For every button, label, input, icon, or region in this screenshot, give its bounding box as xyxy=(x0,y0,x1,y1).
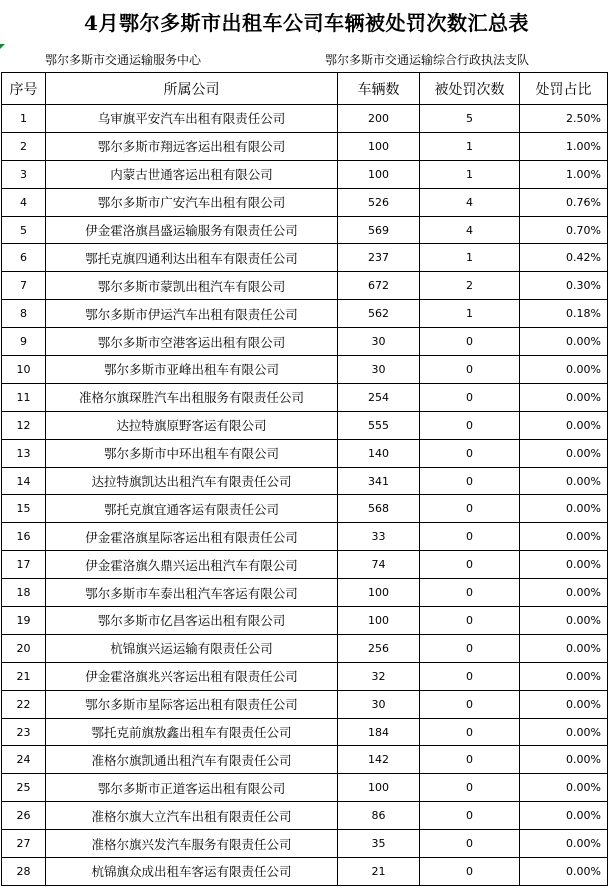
cell-vehicles: 341 xyxy=(338,467,420,495)
cell-penalties: 5 xyxy=(420,105,520,133)
table-row xyxy=(2,495,608,523)
cell-no: 22 xyxy=(2,690,46,718)
cell-vehicles: 184 xyxy=(338,718,420,746)
header-row xyxy=(2,73,608,105)
cell-penalties: 0 xyxy=(420,495,520,523)
cell-no: 26 xyxy=(2,802,46,830)
cell-vehicles: 74 xyxy=(338,551,420,579)
cell-ratio: 0.00% xyxy=(520,858,608,886)
table-row xyxy=(2,439,608,467)
cell-penalties: 1 xyxy=(420,132,520,160)
cell-no: 15 xyxy=(2,495,46,523)
cell-no: 21 xyxy=(2,662,46,690)
table-row xyxy=(2,160,608,188)
cell-no: 1 xyxy=(2,105,46,133)
cell-penalties: 0 xyxy=(420,551,520,579)
cell-company: 鄂尔多斯市亿昌客运出租有限公司 xyxy=(46,607,338,635)
cell-vehicles: 30 xyxy=(338,356,420,384)
cell-vehicles: 200 xyxy=(338,105,420,133)
cell-company: 伊金霍洛旗昌盛运输服务有限责任公司 xyxy=(46,216,338,244)
cell-company: 内蒙古世通客运出租有限公司 xyxy=(46,160,338,188)
cell-company: 准格尔旗琛胜汽车出租服务有限责任公司 xyxy=(46,383,338,411)
cell-company: 鄂尔多斯市广安汽车出租有限公司 xyxy=(46,188,338,216)
cell-vehicles: 30 xyxy=(338,328,420,356)
cell-penalties: 0 xyxy=(420,383,520,411)
cell-ratio: 0.00% xyxy=(520,830,608,858)
table-row xyxy=(2,188,608,216)
cell-penalties: 1 xyxy=(420,244,520,272)
table-row xyxy=(2,216,608,244)
cell-vehicles: 100 xyxy=(338,160,420,188)
cell-penalties: 0 xyxy=(420,662,520,690)
page-title: 4月鄂尔多斯市出租车公司车辆被处罚次数汇总表 xyxy=(84,10,529,35)
cell-company: 准格尔旗大立汽车出租有限责任公司 xyxy=(46,802,338,830)
cell-ratio: 1.00% xyxy=(520,160,608,188)
cell-company: 乌审旗平安汽车出租有限责任公司 xyxy=(46,105,338,133)
cell-company: 达拉特旗原野客运有限公司 xyxy=(46,411,338,439)
cell-ratio: 0.00% xyxy=(520,551,608,579)
cell-company: 鄂尔多斯市蒙凯出租汽车有限公司 xyxy=(46,272,338,300)
table-row xyxy=(2,467,608,495)
table-row xyxy=(2,244,608,272)
cell-no: 27 xyxy=(2,830,46,858)
cell-penalties: 2 xyxy=(420,272,520,300)
cell-vehicles: 140 xyxy=(338,439,420,467)
cell-ratio: 0.00% xyxy=(520,439,608,467)
cell-vehicles: 237 xyxy=(338,244,420,272)
cell-penalties: 0 xyxy=(420,579,520,607)
col-header-company: 所属公司 xyxy=(46,73,338,105)
cell-vehicles: 32 xyxy=(338,662,420,690)
cell-vehicles: 569 xyxy=(338,216,420,244)
cell-ratio: 1.00% xyxy=(520,132,608,160)
cell-no: 18 xyxy=(2,579,46,607)
cell-penalties: 0 xyxy=(420,746,520,774)
cell-vehicles: 33 xyxy=(338,523,420,551)
col-header-vehicles: 车辆数 xyxy=(338,73,420,105)
cell-penalties: 0 xyxy=(420,411,520,439)
cell-penalties: 0 xyxy=(420,690,520,718)
table-row xyxy=(2,774,608,802)
cell-vehicles: 35 xyxy=(338,830,420,858)
cell-ratio: 0.00% xyxy=(520,607,608,635)
cell-penalties: 0 xyxy=(420,802,520,830)
cell-no: 13 xyxy=(2,439,46,467)
cell-penalties: 1 xyxy=(420,300,520,328)
table-row xyxy=(2,132,608,160)
cell-ratio: 2.50% xyxy=(520,105,608,133)
col-header-no: 序号 xyxy=(2,73,46,105)
table-row xyxy=(2,272,608,300)
cell-vehicles: 555 xyxy=(338,411,420,439)
cell-ratio: 0.00% xyxy=(520,467,608,495)
cell-penalties: 0 xyxy=(420,328,520,356)
cell-company: 鄂尔多斯市星际客运出租有限责任公司 xyxy=(46,690,338,718)
cell-penalties: 4 xyxy=(420,216,520,244)
cell-no: 5 xyxy=(2,216,46,244)
cell-company: 准格尔旗凯通出租汽车有限责任公司 xyxy=(46,746,338,774)
cell-ratio: 0.42% xyxy=(520,244,608,272)
cell-penalties: 0 xyxy=(420,439,520,467)
subheader xyxy=(0,48,613,70)
cell-no: 12 xyxy=(2,411,46,439)
cell-company: 鄂尔多斯市中环出租车有限公司 xyxy=(46,439,338,467)
table-row xyxy=(2,411,608,439)
cell-penalties: 0 xyxy=(420,774,520,802)
table-row xyxy=(2,105,608,133)
cell-company: 杭锦旗兴运运输有限责任公司 xyxy=(46,634,338,662)
cell-no: 8 xyxy=(2,300,46,328)
cell-no: 4 xyxy=(2,188,46,216)
cell-vehicles: 100 xyxy=(338,607,420,635)
cell-no: 28 xyxy=(2,858,46,886)
cell-vehicles: 568 xyxy=(338,495,420,523)
cell-company: 准格尔旗兴发汽车服务有限责任公司 xyxy=(46,830,338,858)
issuer-left: 鄂尔多斯市交通运输服务中心 xyxy=(45,53,202,67)
table-row xyxy=(2,690,608,718)
table-row xyxy=(2,328,608,356)
cell-penalties: 0 xyxy=(420,607,520,635)
cell-vehicles: 21 xyxy=(338,858,420,886)
cell-ratio: 0.00% xyxy=(520,634,608,662)
cell-company: 伊金霍洛旗兆兴客运出租有限责任公司 xyxy=(46,662,338,690)
cell-ratio: 0.18% xyxy=(520,300,608,328)
cell-ratio: 0.00% xyxy=(520,802,608,830)
cell-company: 鄂尔多斯市车泰出租汽车客运有限公司 xyxy=(46,579,338,607)
cell-penalties: 0 xyxy=(420,523,520,551)
cell-ratio: 0.00% xyxy=(520,356,608,384)
cell-company: 鄂尔多斯市亚峰出租车有限公司 xyxy=(46,356,338,384)
cell-penalties: 0 xyxy=(420,356,520,384)
penalty-table xyxy=(1,72,608,886)
cell-vehicles: 256 xyxy=(338,634,420,662)
table-row xyxy=(2,746,608,774)
table-body xyxy=(2,105,608,886)
cell-penalties: 0 xyxy=(420,634,520,662)
cell-no: 14 xyxy=(2,467,46,495)
cell-no: 19 xyxy=(2,607,46,635)
cell-penalties: 1 xyxy=(420,160,520,188)
cell-ratio: 0.00% xyxy=(520,579,608,607)
cell-company: 鄂尔多斯市正道客运出租有限公司 xyxy=(46,774,338,802)
cell-ratio: 0.76% xyxy=(520,188,608,216)
cell-penalties: 0 xyxy=(420,858,520,886)
cell-company: 鄂尔多斯市翔远客运出租有限公司 xyxy=(46,132,338,160)
table-row xyxy=(2,634,608,662)
cell-penalties: 0 xyxy=(420,830,520,858)
table-row xyxy=(2,718,608,746)
cell-vehicles: 100 xyxy=(338,579,420,607)
cell-no: 3 xyxy=(2,160,46,188)
cell-vehicles: 142 xyxy=(338,746,420,774)
cell-vehicles: 254 xyxy=(338,383,420,411)
table-row xyxy=(2,662,608,690)
cell-company: 鄂托克旗四通利达出租车有限责任公司 xyxy=(46,244,338,272)
cell-ratio: 0.00% xyxy=(520,774,608,802)
cell-company: 鄂托克旗宜通客运有限责任公司 xyxy=(46,495,338,523)
col-header-ratio: 处罚占比 xyxy=(520,73,608,105)
cell-ratio: 0.00% xyxy=(520,690,608,718)
cell-vehicles: 100 xyxy=(338,132,420,160)
cell-no: 25 xyxy=(2,774,46,802)
table-row xyxy=(2,830,608,858)
table-row xyxy=(2,858,608,886)
cell-no: 2 xyxy=(2,132,46,160)
cell-penalties: 4 xyxy=(420,188,520,216)
cell-ratio: 0.30% xyxy=(520,272,608,300)
table-row xyxy=(2,383,608,411)
cell-vehicles: 672 xyxy=(338,272,420,300)
cell-ratio: 0.00% xyxy=(520,718,608,746)
cell-ratio: 0.00% xyxy=(520,523,608,551)
cell-no: 16 xyxy=(2,523,46,551)
cell-company: 鄂尔多斯市空港客运出租有限公司 xyxy=(46,328,338,356)
cell-vehicles: 86 xyxy=(338,802,420,830)
table-row xyxy=(2,579,608,607)
cell-ratio: 0.00% xyxy=(520,383,608,411)
cell-ratio: 0.00% xyxy=(520,411,608,439)
cell-ratio: 0.00% xyxy=(520,328,608,356)
col-header-penalties: 被处罚次数 xyxy=(420,73,520,105)
cell-penalties: 0 xyxy=(420,718,520,746)
cell-vehicles: 526 xyxy=(338,188,420,216)
cell-company: 伊金霍洛旗久鼎兴运出租汽车有限公司 xyxy=(46,551,338,579)
cell-penalties: 0 xyxy=(420,467,520,495)
table-row xyxy=(2,802,608,830)
table-row xyxy=(2,607,608,635)
cell-ratio: 0.00% xyxy=(520,746,608,774)
cell-no: 6 xyxy=(2,244,46,272)
issuer-right: 鄂尔多斯市交通运输综合行政执法支队 xyxy=(325,53,530,67)
cell-no: 11 xyxy=(2,383,46,411)
table-row xyxy=(2,551,608,579)
cell-company: 杭锦旗众成出租车客运有限责任公司 xyxy=(46,858,338,886)
cell-vehicles: 562 xyxy=(338,300,420,328)
cell-no: 24 xyxy=(2,746,46,774)
table-row xyxy=(2,523,608,551)
cell-no: 9 xyxy=(2,328,46,356)
cell-no: 7 xyxy=(2,272,46,300)
cell-vehicles: 100 xyxy=(338,774,420,802)
cell-ratio: 0.70% xyxy=(520,216,608,244)
cell-no: 20 xyxy=(2,634,46,662)
table-row xyxy=(2,356,608,384)
cell-company: 达拉特旗凯达出租汽车有限责任公司 xyxy=(46,467,338,495)
cell-no: 17 xyxy=(2,551,46,579)
cell-vehicles: 30 xyxy=(338,690,420,718)
cell-company: 伊金霍洛旗星际客运出租有限责任公司 xyxy=(46,523,338,551)
cell-ratio: 0.00% xyxy=(520,662,608,690)
cell-company: 鄂尔多斯市伊运汽车出租有限责任公司 xyxy=(46,300,338,328)
cell-company: 鄂托克前旗敖鑫出租车有限责任公司 xyxy=(46,718,338,746)
cell-no: 10 xyxy=(2,356,46,384)
cell-ratio: 0.00% xyxy=(520,495,608,523)
cell-no: 23 xyxy=(2,718,46,746)
table-row xyxy=(2,300,608,328)
